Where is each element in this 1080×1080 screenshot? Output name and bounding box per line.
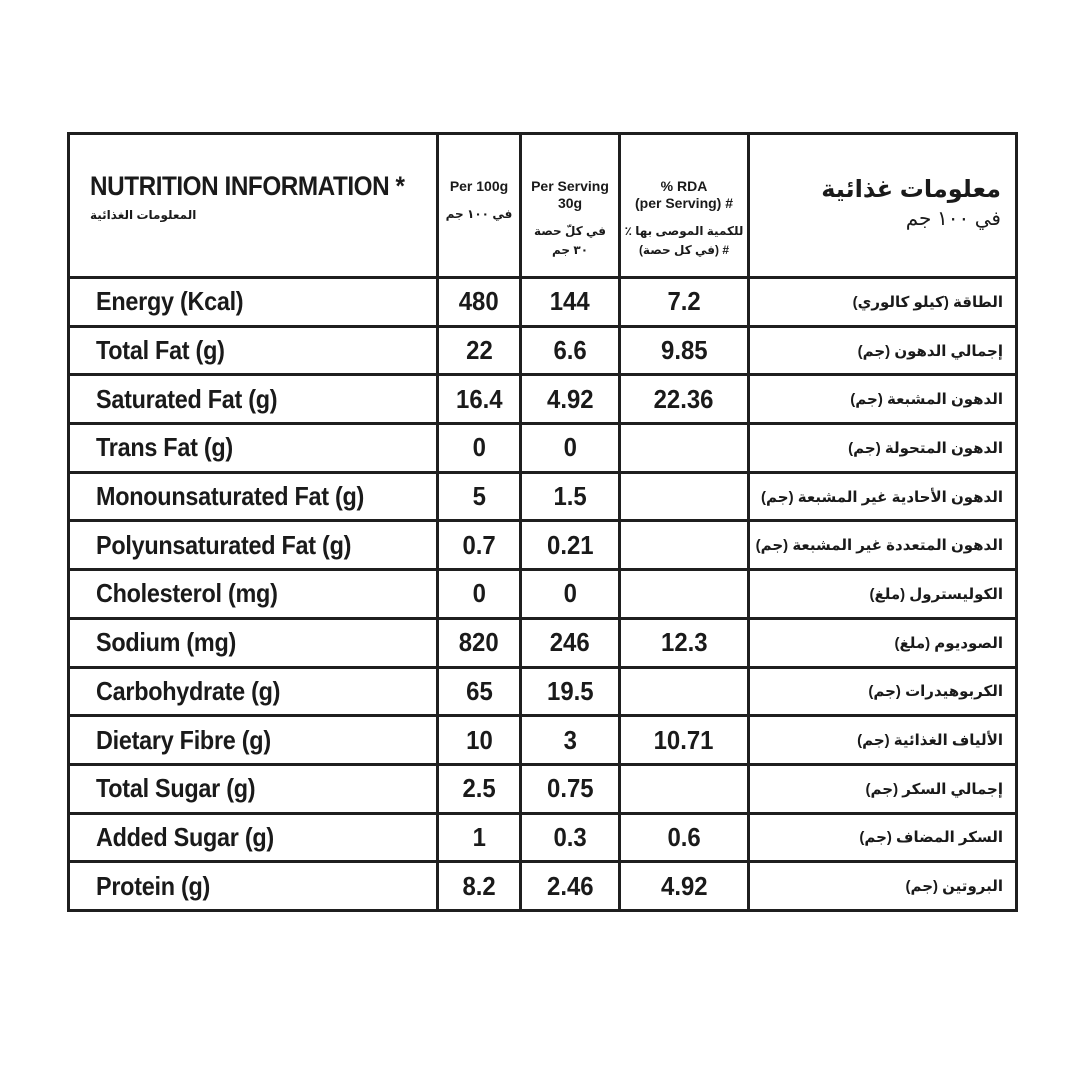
value-per-100g-cell <box>438 326 521 375</box>
nutrient-name: Carbohydrate (g) <box>96 675 281 706</box>
nutrient-name: Saturated Fat (g) <box>96 383 278 414</box>
table-row <box>69 570 1017 619</box>
value-rda-cell <box>620 716 749 765</box>
nutrient-name-arabic-cell <box>749 716 1017 765</box>
value-rda-cell <box>620 375 749 424</box>
value-per-serving: 0.75 <box>546 773 594 804</box>
nutrient-name-arabic: الصوديوم (ملغ) <box>894 634 1003 652</box>
nutrient-name-cell <box>69 472 438 521</box>
value-per-serving-cell <box>521 667 620 716</box>
value-rda-cell <box>620 813 749 862</box>
table-title: NUTRITION INFORMATION * <box>90 171 405 201</box>
nutrient-name-arabic: الطاقة (كيلو كالوري) <box>852 293 1003 311</box>
header-per-100g <box>438 134 521 278</box>
nutrient-name-arabic-cell <box>749 326 1017 375</box>
value-per-100g-cell <box>438 813 521 862</box>
value-per-serving: 0.21 <box>546 529 594 560</box>
header-rda-label: % RDA (per Serving) # <box>634 178 734 211</box>
nutrient-name-arabic: الكوليسترول (ملغ) <box>869 585 1003 603</box>
value-per-serving-cell <box>521 813 620 862</box>
value-rda-cell <box>620 667 749 716</box>
value-per-100g: 820 <box>459 627 499 658</box>
table-row <box>69 375 1017 424</box>
header-arabic-title-cell <box>749 134 1017 278</box>
nutrient-name-cell <box>69 278 438 327</box>
nutrient-name: Protein (g) <box>96 870 211 901</box>
nutrient-name-cell <box>69 813 438 862</box>
nutrient-name-arabic: إجمالي السكر (جم) <box>865 780 1003 798</box>
value-per-100g-cell <box>438 764 521 813</box>
value-per-serving: 246 <box>550 627 590 658</box>
nutrient-name: Cholesterol (mg) <box>96 578 278 609</box>
value-per-serving-cell <box>521 618 620 667</box>
table-row <box>69 813 1017 862</box>
value-rda: 22.36 <box>654 383 714 414</box>
value-per-serving-cell <box>521 764 620 813</box>
nutrient-name-cell <box>69 375 438 424</box>
nutrient-name: Dietary Fibre (g) <box>96 724 271 755</box>
value-rda: 12.3 <box>660 627 708 658</box>
header-per-serving-label: Per Serving 30g <box>531 178 609 211</box>
value-rda: 10.71 <box>654 724 714 755</box>
nutrient-name-cell <box>69 716 438 765</box>
value-per-serving: 2.46 <box>546 870 594 901</box>
header-title-cell <box>69 134 438 278</box>
nutrient-name: Polyunsaturated Fat (g) <box>96 529 352 560</box>
header-rda-label-arabic: للكمية الموصى بها ٪ # (في كل حصة) <box>624 224 744 257</box>
nutrient-name-arabic-cell <box>749 521 1017 570</box>
nutrient-name-arabic-cell <box>749 813 1017 862</box>
table-row <box>69 472 1017 521</box>
value-per-100g: 1 <box>472 821 486 852</box>
value-per-serving: 144 <box>550 286 590 317</box>
value-per-serving-cell <box>521 424 620 473</box>
table-row <box>69 764 1017 813</box>
nutrient-name-cell <box>69 424 438 473</box>
value-rda: 0.6 <box>667 821 701 852</box>
nutrient-name-arabic: الدهون الأحادية غير المشبعة (جم) <box>761 488 1003 506</box>
value-per-100g: 0.7 <box>462 529 496 560</box>
value-rda-cell <box>620 570 749 619</box>
header-per-100g-label-arabic: في ١٠٠ جم <box>445 207 513 221</box>
table-row <box>69 326 1017 375</box>
value-per-100g: 480 <box>459 286 499 317</box>
table-row <box>69 521 1017 570</box>
table-row <box>69 716 1017 765</box>
nutrient-name-arabic-cell <box>749 618 1017 667</box>
table-row <box>69 618 1017 667</box>
value-per-100g-cell <box>438 472 521 521</box>
value-per-100g-cell <box>438 667 521 716</box>
value-rda-cell <box>620 618 749 667</box>
nutrition-panel <box>67 132 1015 910</box>
value-per-100g-cell <box>438 521 521 570</box>
nutrient-name-arabic-cell <box>749 375 1017 424</box>
value-per-100g: 65 <box>465 675 493 706</box>
value-per-serving: 0 <box>563 432 577 463</box>
value-per-100g-cell <box>438 278 521 327</box>
nutrient-name-arabic: الدهون المتعددة غير المشبعة (جم) <box>755 537 1003 555</box>
nutrient-name-cell <box>69 667 438 716</box>
value-rda-cell <box>620 278 749 327</box>
nutrient-name-arabic-cell <box>749 472 1017 521</box>
nutrient-name-arabic-cell <box>749 667 1017 716</box>
value-per-serving-cell <box>521 326 620 375</box>
nutrient-name-arabic-cell <box>749 862 1017 911</box>
arabic-subtitle: في ١٠٠ جم <box>905 208 1001 230</box>
value-rda: 7.2 <box>667 286 701 317</box>
value-rda-cell <box>620 326 749 375</box>
table-row <box>69 862 1017 911</box>
nutrient-name-cell <box>69 570 438 619</box>
value-rda-cell <box>620 424 749 473</box>
value-rda: 4.92 <box>660 870 708 901</box>
value-per-serving: 19.5 <box>546 675 594 706</box>
value-per-100g: 8.2 <box>462 870 496 901</box>
table-subtitle-arabic: المعلومات الغذائية <box>90 208 197 222</box>
nutrient-name-cell <box>69 618 438 667</box>
nutrient-name-cell <box>69 764 438 813</box>
value-rda-cell <box>620 862 749 911</box>
value-per-100g-cell <box>438 375 521 424</box>
nutrient-name-arabic: الدهون المشبعة (جم) <box>850 391 1003 409</box>
value-per-100g: 0 <box>472 578 486 609</box>
value-per-serving: 0 <box>563 578 577 609</box>
header-per-serving <box>521 134 620 278</box>
nutrient-name-arabic: إجمالي الدهون (جم) <box>857 342 1003 360</box>
nutrient-name-cell <box>69 862 438 911</box>
nutrient-name-arabic-cell <box>749 570 1017 619</box>
nutrient-name-arabic-cell <box>749 278 1017 327</box>
value-per-100g: 16.4 <box>455 383 503 414</box>
table-row <box>69 424 1017 473</box>
value-per-serving: 3 <box>563 724 577 755</box>
value-rda-cell <box>620 521 749 570</box>
value-per-serving: 6.6 <box>553 335 587 366</box>
nutrition-table <box>67 132 1018 912</box>
header-per-serving-label-arabic: في كلّ حصة ٣٠ جم <box>533 224 607 257</box>
value-per-100g: 5 <box>472 481 486 512</box>
value-per-serving: 4.92 <box>546 383 594 414</box>
value-per-serving-cell <box>521 278 620 327</box>
nutrient-name-arabic-cell <box>749 764 1017 813</box>
value-per-100g-cell <box>438 862 521 911</box>
value-per-serving-cell <box>521 375 620 424</box>
value-per-100g-cell <box>438 570 521 619</box>
nutrient-name-arabic: الألياف الغذائية (جم) <box>857 732 1003 750</box>
value-rda-cell <box>620 764 749 813</box>
nutrient-name-arabic: السكر المضاف (جم) <box>859 829 1003 847</box>
table-row <box>69 278 1017 327</box>
value-per-100g-cell <box>438 424 521 473</box>
value-rda: 9.85 <box>660 335 708 366</box>
arabic-title: معلومات غذائية <box>821 176 1001 203</box>
nutrient-name: Added Sugar (g) <box>96 821 274 852</box>
nutrient-name: Monounsaturated Fat (g) <box>96 481 365 512</box>
nutrient-name-arabic: البروتين (جم) <box>905 878 1003 896</box>
value-rda-cell <box>620 472 749 521</box>
value-per-100g: 10 <box>465 724 493 755</box>
value-per-serving: 1.5 <box>553 481 587 512</box>
nutrient-name-arabic: الدهون المتحولة (جم) <box>848 439 1003 457</box>
table-row <box>69 667 1017 716</box>
value-per-serving-cell <box>521 521 620 570</box>
nutrient-name-arabic-cell <box>749 424 1017 473</box>
value-per-100g-cell <box>438 618 521 667</box>
header-rda <box>620 134 749 278</box>
nutrient-name-cell <box>69 521 438 570</box>
value-per-serving: 0.3 <box>553 821 587 852</box>
nutrient-name-cell <box>69 326 438 375</box>
value-per-100g: 22 <box>465 335 493 366</box>
value-per-100g: 0 <box>472 432 486 463</box>
nutrient-name: Total Fat (g) <box>96 335 225 366</box>
nutrient-name: Trans Fat (g) <box>96 432 233 463</box>
nutrient-name: Sodium (mg) <box>96 627 237 658</box>
value-per-serving-cell <box>521 862 620 911</box>
nutrient-name-arabic: الكربوهيدرات (جم) <box>868 683 1003 701</box>
header-per-100g-label: Per 100g <box>449 178 509 194</box>
value-per-serving-cell <box>521 716 620 765</box>
nutrient-name: Energy (Kcal) <box>96 286 244 317</box>
nutrient-name: Total Sugar (g) <box>96 773 256 804</box>
value-per-serving-cell <box>521 472 620 521</box>
value-per-serving-cell <box>521 570 620 619</box>
value-per-100g-cell <box>438 716 521 765</box>
header-row <box>69 134 1017 278</box>
value-per-100g: 2.5 <box>462 773 496 804</box>
